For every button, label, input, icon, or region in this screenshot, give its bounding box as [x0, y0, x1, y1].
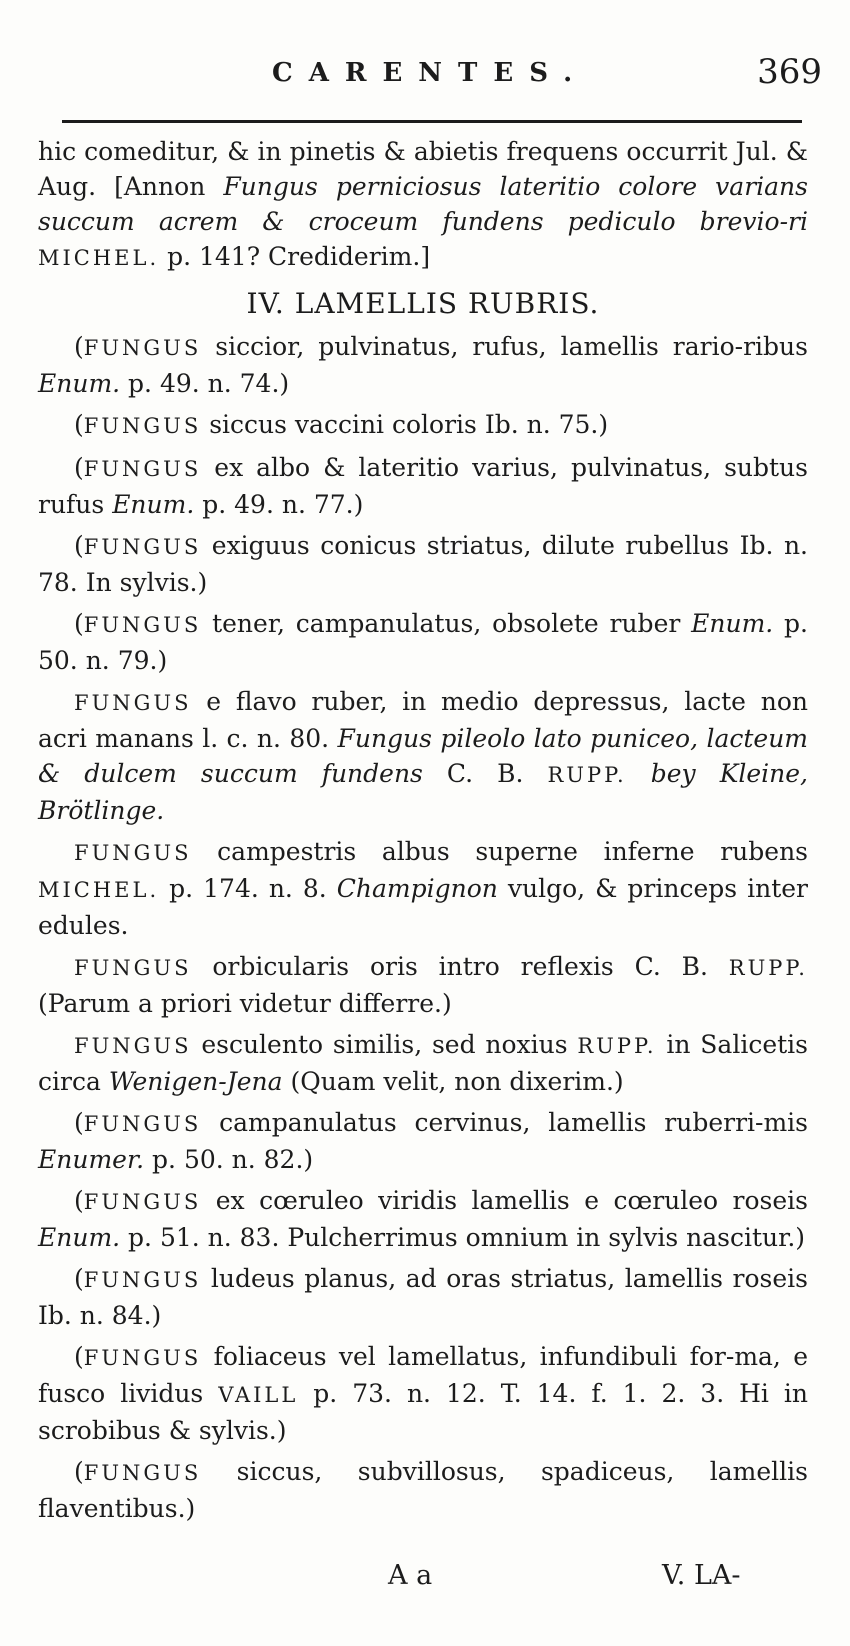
running-head: CARENTES.	[272, 58, 589, 88]
catchword: V. LA-	[662, 1560, 741, 1591]
section-heading: IV. LAMELLIS RUBRIS.	[246, 287, 600, 320]
entry-14: (FUNGUS siccus, subvillosus, spadiceus, lamellis flaventibus.)	[38, 1457, 808, 1523]
entry-2: (FUNGUS siccus vaccini coloris Ib. n. 75.)	[74, 410, 609, 439]
entry-12: (FUNGUS ludeus planus, ad oras striatus, lamellis roseis Ib. n. 84.)	[38, 1264, 808, 1330]
entry-10: (FUNGUS campanulatus cervinus, lamellis ruberri-mis Enumer. p. 50. n. 82.)	[38, 1108, 808, 1174]
entry-5: (FUNGUS tener, campanulatus, obsolete ruber Enum. p. 50. n. 79.)	[38, 609, 808, 675]
signature-mark: A a	[388, 1560, 433, 1591]
entry-8: FUNGUS orbicularis oris intro reflexis C. B. RUPP. (Parum a priori videtur differre.)	[38, 952, 808, 1018]
entry-7: FUNGUS campestris albus superne inferne rubens MICHEL. p. 174. n. 8. Champignon vulgo, & princeps inter edules.	[38, 837, 808, 940]
entry-1: (FUNGUS siccior, pulvinatus, rufus, lamellis rario-ribus Enum. p. 49. n. 74.)	[38, 332, 808, 398]
page-number: 369	[757, 52, 822, 92]
entry-3: (FUNGUS ex albo & lateritio varius, pulvinatus, subtus rufus Enum. p. 49. n. 77.)	[38, 453, 808, 519]
page-footer	[0, 1560, 850, 1600]
entry-11: (FUNGUS ex cœruleo viridis lamellis e cœruleo roseis Enum. p. 51. n. 83. Pulcherrimus omnium in sylvis nascitur.)	[38, 1186, 808, 1252]
entry-6: FUNGUS e flavo ruber, in medio depressus, lacte non acri manans l. c. n. 80. Fungus pileolo lato puniceo, lacteum & dulcem succum fundens C. B. RUPP. bey Kleine, Brötlinge.	[38, 687, 809, 825]
entry-9: FUNGUS esculento similis, sed noxius RUPP. in Salicetis circa Wenigen-Jena (Quam velit, non dixerim.)	[38, 1030, 808, 1096]
entry-13: (FUNGUS foliaceus vel lamellatus, infundibuli for-ma, e fusco lividus VAILL p. 73. n. 12. T. 14. f. 1. 2. 3. Hi in scrobibus & sylvis.)	[38, 1342, 808, 1445]
header-rule	[62, 120, 802, 123]
intro-paragraph: hic comeditur, & in pinetis & abietis frequens occurrit Jul. & Aug. [Annon Fungus perniciosus lateritio colore varians succum acrem & croceum fundens pediculo brevio-ri MICHEL. p. 141? Crediderim.]	[38, 137, 808, 271]
body-text	[38, 134, 808, 1532]
entry-4: (FUNGUS exiguus conicus striatus, dilute rubellus Ib. n. 78. In sylvis.)	[38, 531, 808, 597]
page-header	[62, 50, 822, 100]
